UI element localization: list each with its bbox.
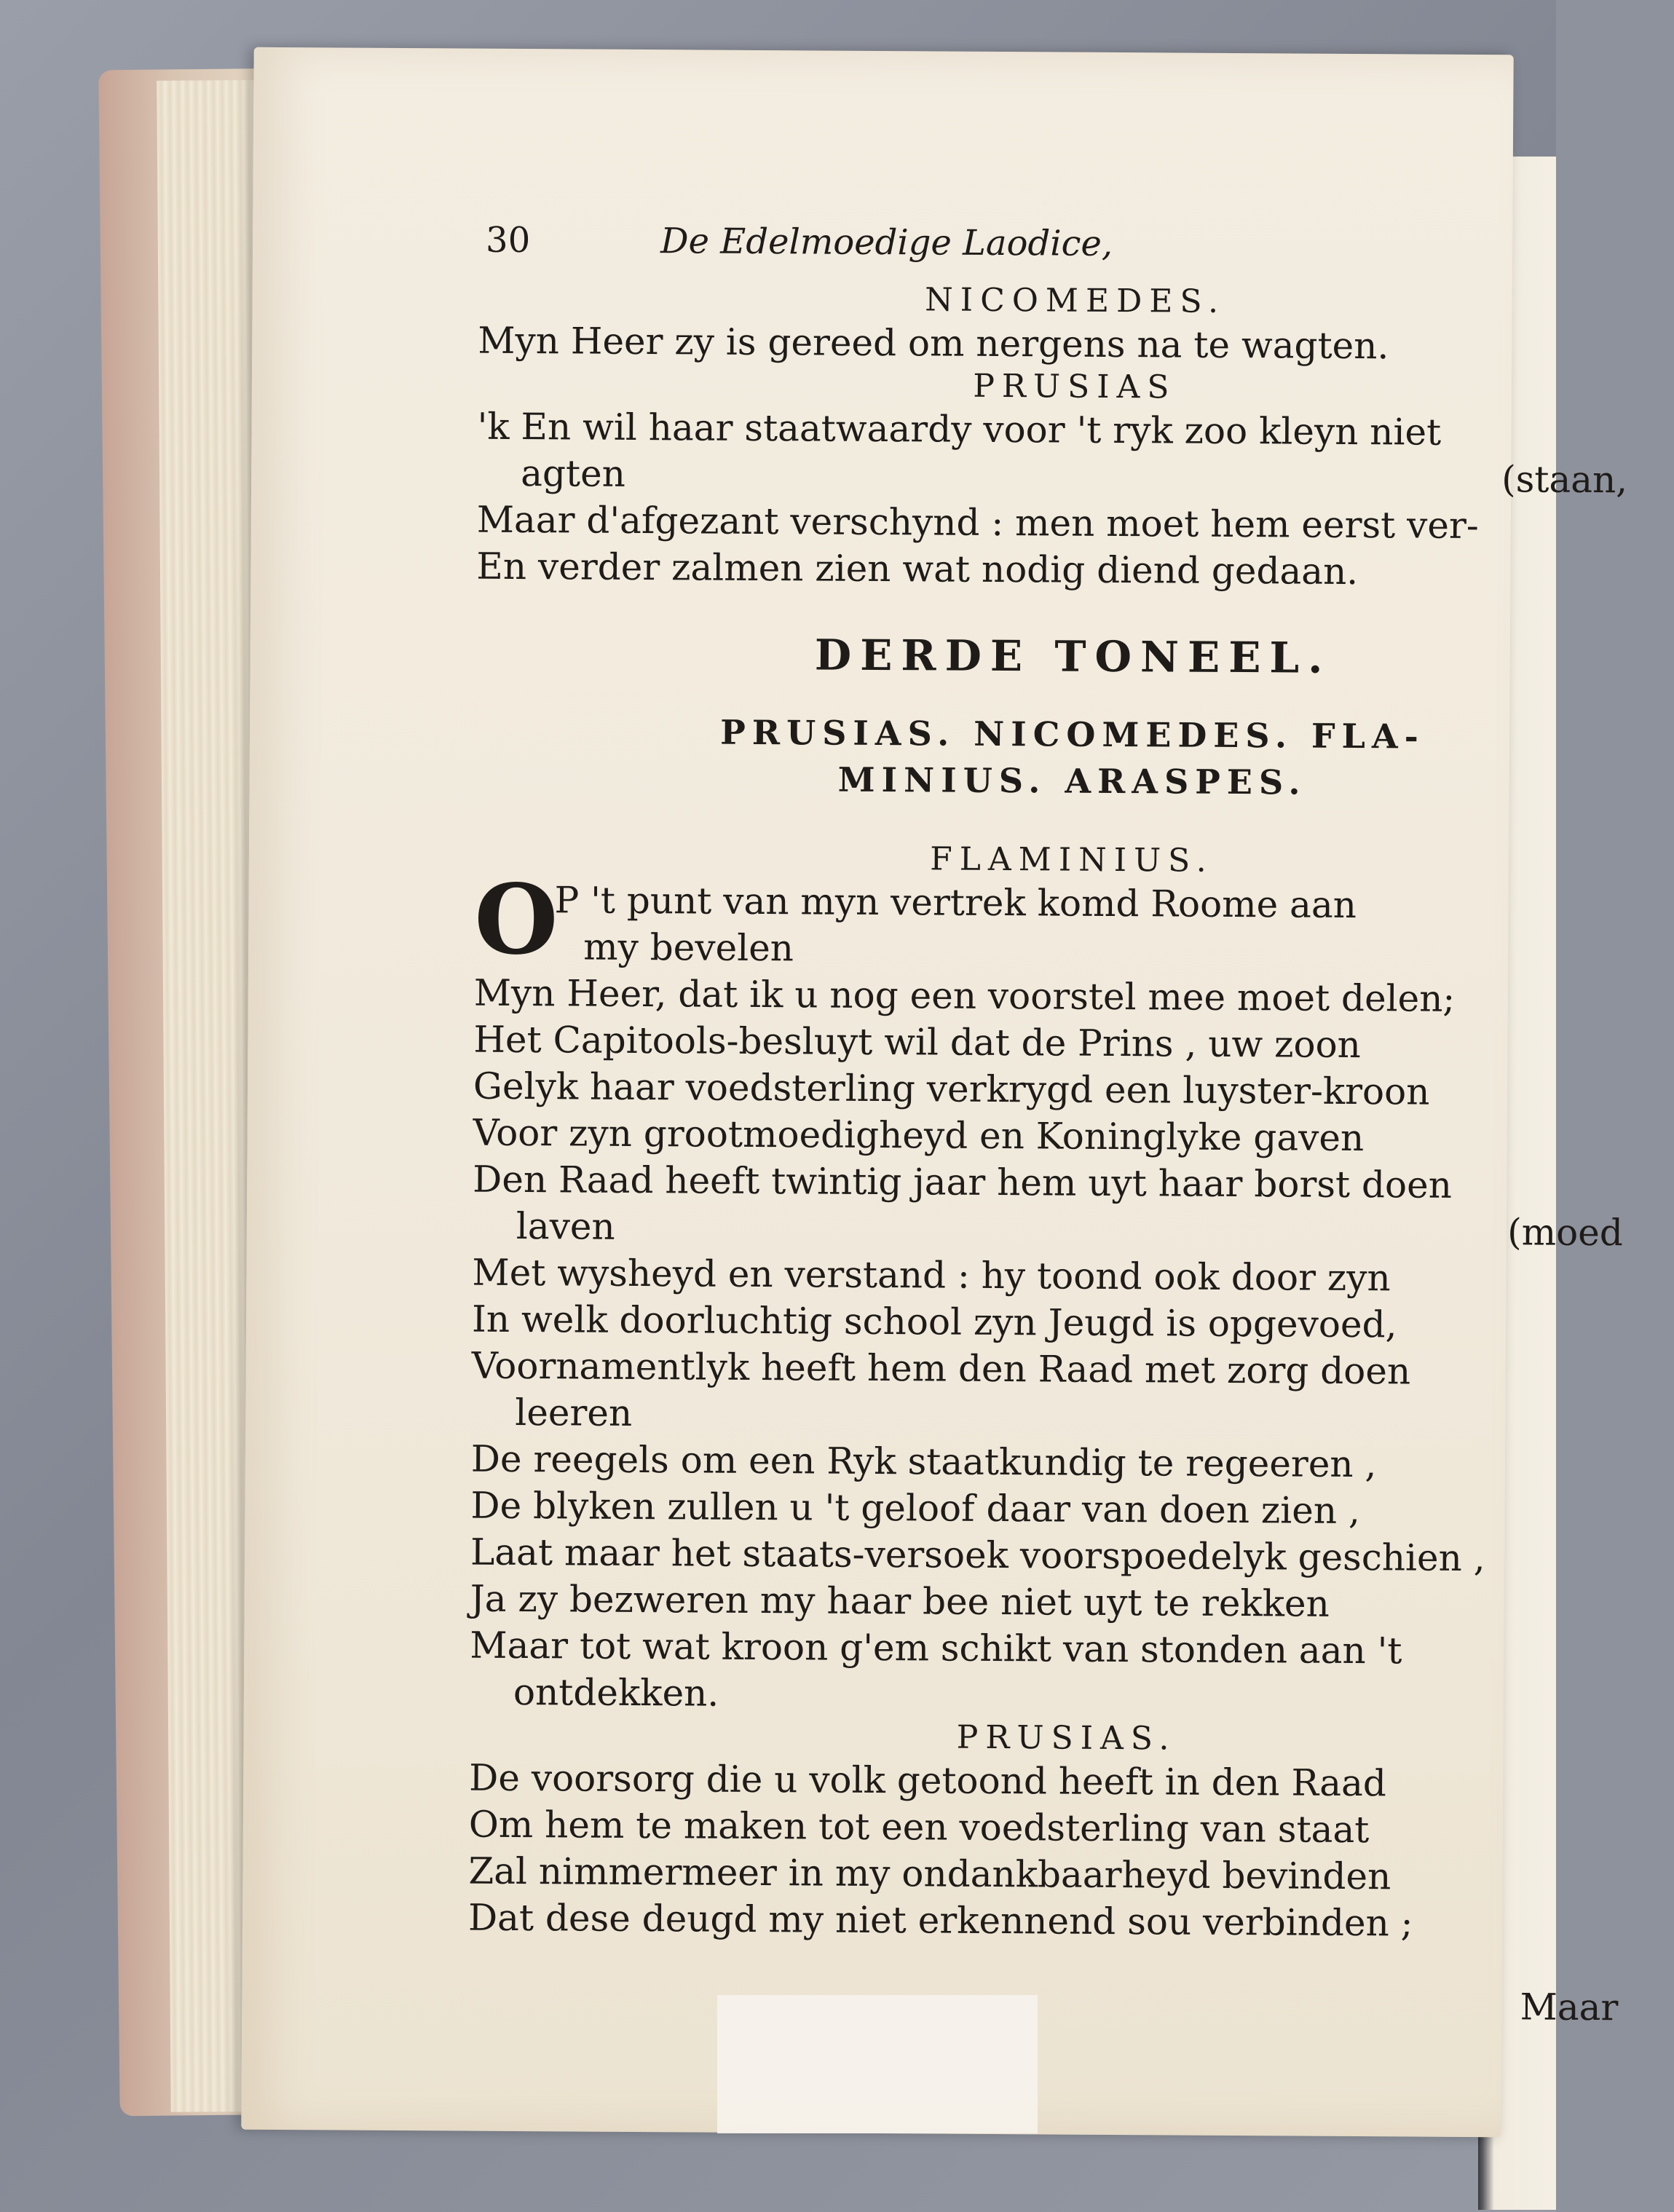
- turnover-text: (staan,: [1501, 458, 1628, 502]
- verse-line: De blyken zullen u 't geloof daar van doen zien ,: [470, 1484, 1361, 1533]
- verse-line: Zal nimmermeer in my ondankbaarheyd bevinden: [468, 1849, 1391, 1898]
- speaker-name: PRUSIAS: [973, 367, 1177, 406]
- continuation-text: laven: [516, 1204, 615, 1248]
- verse-line: Gelyk haar voedsterling verkrygd een luyster-kroon: [473, 1064, 1430, 1113]
- characters-line: PRUSIAS. NICOMEDES. FLA-: [720, 712, 1425, 757]
- catchword: Maar: [1520, 1986, 1619, 2029]
- verse-line: Met wysheyd en verstand : hy toond ook door zyn: [472, 1251, 1391, 1300]
- verse-line-continuation: my bevelen: [583, 925, 794, 970]
- verse-line: P 't punt van myn vertrek komd Roome aan: [554, 879, 1357, 927]
- verse-line: Maar d'afgezant verschynd : men moet hem eerst ver-: [476, 498, 1479, 548]
- book-page: [241, 47, 1628, 2138]
- running-head: [478, 220, 1673, 285]
- redaction-patch: [717, 1995, 1038, 2133]
- verse-line: En verder zalmen zien wat nodig diend gedaan.: [476, 545, 1359, 593]
- drop-cap: O: [473, 863, 558, 977]
- page-text: [467, 220, 1673, 2068]
- speaker-name: PRUSIAS.: [956, 1718, 1177, 1758]
- verse-line: Voor zyn grootmoedigheyd en Koninglyke gaven: [473, 1111, 1365, 1160]
- verse-line: 'k En wil haar staatwaardy voor 't ryk zoo kleyn niet: [477, 405, 1442, 454]
- speaker-name: FLAMINIUS.: [930, 840, 1214, 880]
- verse-line: Voornamentlyk heeft hem den Raad met zorg doen: [471, 1344, 1411, 1393]
- verse-line-continuation: [473, 1203, 1667, 1257]
- verse-line: Om hem te maken tot een voedsterling van staat: [468, 1803, 1370, 1852]
- verse-line: Laat maar het staats-versoek voorspoedelyk geschien ,: [470, 1530, 1485, 1580]
- characters-line: MINIUS. ARASPES.: [837, 759, 1307, 802]
- verse-line: In welk doorluchtig school zyn Jeugd is opgevoed,: [471, 1297, 1397, 1346]
- running-title: De Edelmoedige Laodice,: [660, 221, 1113, 264]
- verse-line-continuation: ontdekken.: [513, 1670, 719, 1715]
- verse-line: Dat dese deugd my niet erkennend sou verbinden ;: [467, 1896, 1413, 1945]
- verse-line: De reegels om een Ryk staatkundig te regeeren ,: [470, 1437, 1377, 1486]
- verse-line: Myn Heer, dat ik u nog een voorstel mee moet delen;: [473, 971, 1456, 1020]
- verse-line: Het Capitools-besluyt wil dat de Prins , uw zoon: [473, 1018, 1362, 1067]
- scene-title: DERDE TONEEL.: [814, 630, 1332, 683]
- page-number: 30: [485, 219, 531, 261]
- verse-line: Den Raad heeft twintig jaar hem uyt haar borst doen: [473, 1158, 1453, 1206]
- verse-line: Ja zy bezweren my haar bee niet uyt te rekken: [470, 1577, 1330, 1625]
- scene-characters: [475, 708, 1670, 808]
- turnover-text: (moed: [1507, 1211, 1624, 1255]
- verse-line: De voorsorg die u volk getoond heeft in den Raad: [469, 1756, 1387, 1805]
- verse-line: Maar tot wat kroon g'em schikt van stonden aan 't: [470, 1624, 1402, 1672]
- verse-line-continuation: [477, 450, 1671, 504]
- continuation-text: agten: [521, 451, 626, 495]
- verse-line: Myn Heer zy is gereed om nergens na te wagten.: [478, 319, 1389, 368]
- speaker-name: NICOMEDES.: [925, 281, 1226, 320]
- verse-line-continuation: leeren: [515, 1391, 633, 1434]
- opening-verse: [473, 863, 1669, 977]
